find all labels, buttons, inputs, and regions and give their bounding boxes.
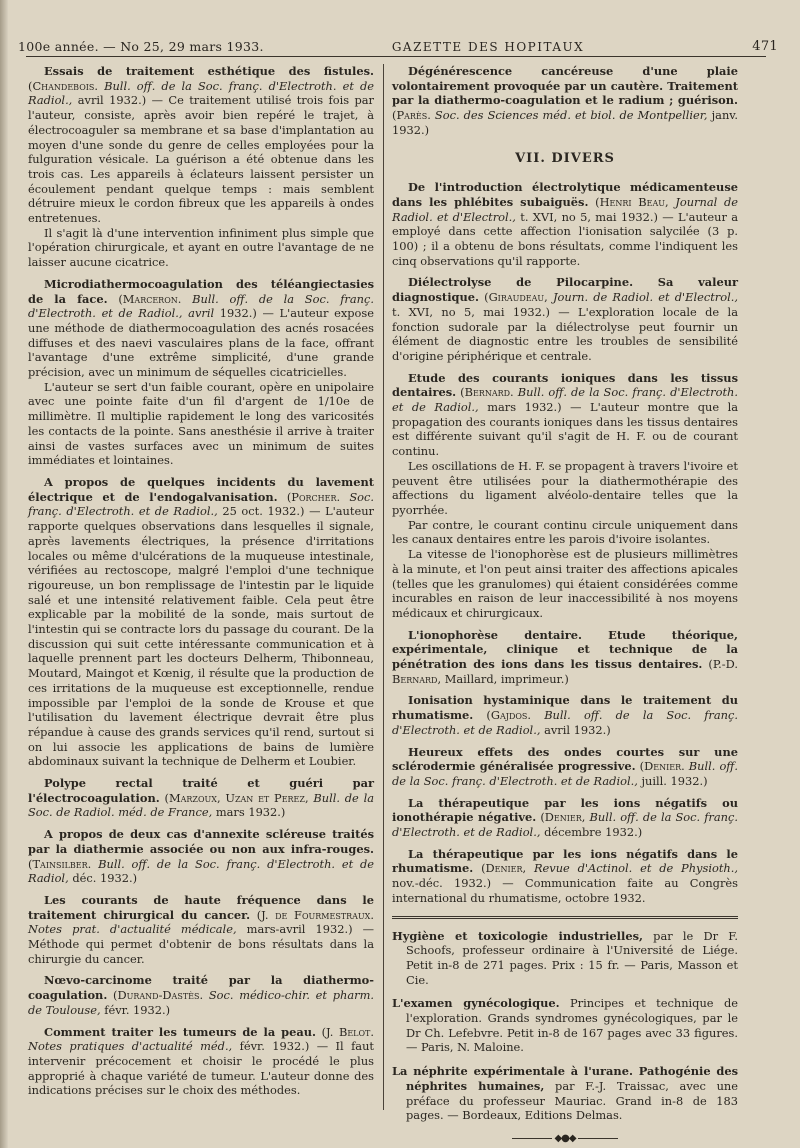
book-details: par le Dr F. Schoofs, professeur ordinaire à l'Université de Liége. Petit in-8 de 271 pages. Prix : 15 fr. — Paris, Masson et Cie. [406,928,738,987]
entry-reference: Soc. franç. d'Electroth. et de Radiol., [28,489,375,519]
abstract-entry [28,475,374,769]
entry-title: Microdiathermocoagulation des téléangiectasies de la face. [28,276,374,306]
entry-body: janv. 1932.) [392,108,738,137]
right-column [392,64,738,1147]
entry-authors: (Bernard. [460,385,514,400]
entry-body: mars-avril 1932.) — Méthode qui permet d'obtenir de bons résultats dans la chirurgie du cancer. [28,922,374,966]
section-heading: VII. DIVERS [515,150,615,166]
entry-title: Les courants de haute fréquence dans le traitement chirurgical du cancer. [28,892,374,922]
entry-authors: (Durand-Dastès. [113,988,204,1003]
entry-body: nov.-déc. 1932.) — Communication faite au Congrès international du rhumatisme, octobre 1932. [392,876,738,905]
entry-paragraph: La vitesse de l'ionophorèse est de plusieurs millimètres à la minute, et l'on peut ainsi traiter des affections apicales (telles que les granulomes) qui étaient considérées comme incurables en raison de leur inaccessibilité à nos moyens médicaux et chirurgicaux. [392,547,738,620]
entry-reference: Journ. de Radiol. et d'Electrol., [552,290,738,305]
entry-authors: (Giraudeau, [484,290,548,305]
entry-body: décembre 1932.) [544,825,643,840]
entry-reference: Bull. off. de la Soc. franç. d'Electroth. et de Radiol., avril [28,291,375,321]
entry-body: déc. 1932.) [72,871,138,886]
journal-title: GAZETTE DES HOPITAUX [391,40,585,54]
abstract-entry [28,973,374,1017]
entry-body: Maillard, imprimeur.) [444,671,569,686]
entry-authors: (Marceron. [118,291,182,306]
entry-body: juill. 1932.) [641,773,708,788]
entry-title: Nœvo-carcinome traité par la diathermo-coagulation. [28,973,374,1003]
entry-authors: (Porcher. [286,489,341,504]
book-title: La néphrite expérimentale à l'urane. Pathogénie des néphrites humaines, [392,1064,738,1093]
entry-authors: (Denier. [639,759,685,774]
entry-reference: Bull. de la Soc. de Radiol. méd. de France, [28,790,375,820]
entry-authors: (Chandebois. [28,78,99,93]
entry-authors: (Denier, [540,810,586,825]
entry-body: t. XVI, no 5, mai 1932.) — L'exploration locale de la fonction sudorale par la diélectrolyse peut fournir un élément de diagnostic entre les troubles de sensibilité d'origine périphérique et centrale. [392,304,738,363]
abstract-entry [28,64,374,270]
entry-paragraph: Les oscillations de H. F. se propagent à travers l'ivoire et peuvent être utilisées pour la diathermothérapie des affections du ligament alvéolo-dentaire telles que la pyorrhée. [392,458,738,517]
abstract-entry [392,847,738,906]
entry-reference: Bull. off. de la Soc. franç. d'Electroth. et de Radiol, [28,856,375,886]
entry-body: avril 1932.) — Ce traitement utilisé trois fois par l'auteur, consiste, après avoir bien repéré le trajet, à électrocoaguler sa membrane et sa base d'implantation au moyen d'une sonde du genre de celles employées pour la fulguration vésicale. La guérison a été obtenue dans les trois cas. Les appareils à éclateurs laissent persister un écoulement pendant quelque temps : mais semblent détruire mieux le cordon fibreux que les appareils à ondes entretenues. [28,93,374,226]
left-column [28,64,374,1105]
entry-reference: Journal de Radiol. et d'Electrol., [392,194,739,224]
abstract-entry [28,277,374,468]
book-title: L'examen gynécologique. [392,996,560,1011]
abstract-entry [392,371,738,621]
page-header [18,28,778,54]
entry-authors: (Gajdos. [486,708,532,723]
entry-body: avril 1932.) [544,722,611,737]
abstract-entry [28,893,374,967]
entry-authors: (J. de Fourmestraux. [256,907,374,922]
abstract-entry [392,628,738,687]
page-edge-shadow [0,0,8,1148]
entry-authors: (Parès. [392,108,431,123]
entry-paragraph: Il s'agit là d'une intervention infiniment plus simple que l'opération chirurgicale, et ayant en outre l'avantage de ne laisser aucune cicatrice. [28,225,374,270]
entry-reference: Bull. off. de la Soc. franç. d'Electroth. et de Radiol., [392,708,739,737]
entry-paragraph: Par contre, le courant continu circule uniquement dans les canaux dentaires entre les parois d'ivoire isolantes. [392,517,738,547]
book-title: Hygiène et toxicologie industrielles, [392,928,643,943]
entry-title: Polype rectal traité et guéri par l'électrocoagulation. [28,776,374,805]
entry-title: L'ionophorèse dentaire. Etude théorique, expérimentale, clinique et technique de la pénétration des ions dans les tissus dentaires. [392,627,738,672]
entry-reference: Bull. off. de la Soc. franç. d'Electroth. et de Radiol., [392,759,738,788]
ornament-glyph: ◆●◆ [554,1133,576,1144]
entry-body: févr. 1932.) — Il faut intervenir précocement et choisir le procédé le plus approprié à chaque variété de tumeur. L'auteur donne des indications précises sur le choix des méthodes. [28,1039,374,1098]
header-rule [26,56,766,57]
entry-reference: Bull. off. de la Soc. franç. d'Electroth. et de Radiol., [392,385,739,415]
entry-paragraph: L'auteur se sert d'un faible courant, opère en unipolaire avec une pointe faite d'un fil d'argent de 1/10e de millimètre. Il multiplie rapidement le long des varicosités les contacts de la pointe. Sans anesthésie il arrive à traiter ainsi de vastes surfaces avec un minimum de suites immédiates et lointaines. [28,379,374,468]
book-details: Principes et technique de l'exploration. Grands syndromes gynécologiques, par le Dr Ch. Lefebvre. Petit in-8 de 167 pages avec 33 figures. — Paris, N. Maloine. [406,996,738,1055]
entry-authors: (Tainsilber. [28,856,92,871]
entry-body: mars 1932.) [215,805,286,820]
entry-title: A propos de quelques incidents du lavement électrique et de l'endogalvanisation. [28,474,374,504]
abstract-entry [28,1025,374,1099]
abstract-entry [392,64,738,138]
entry-reference: Soc. médico-chir. et pharm. de Toulouse, [28,988,375,1017]
entry-title: La thérapeutique par les ions négatifs dans le rhumatisme. [392,846,738,876]
entry-title: Dégénérescence cancéreuse d'une plaie volontairement provoquée par un cautère. Traitement par la diathermo-coagulation et le radium ; guérison. [392,64,738,108]
entry-authors: (P.-D. Bernard, [392,657,738,686]
abstract-entry [392,180,738,268]
entry-title: Ionisation hystaminique dans le traitement du rhumatisme. [392,693,738,723]
entry-authors: (Henri Beau, [595,194,669,209]
abstract-entry [392,796,738,840]
entry-reference: Soc. des Sciences méd. et biol. de Montpellier, [434,108,708,123]
entry-body: févr. 1932.) [104,1002,171,1017]
entry-authors: (Denier, [481,861,527,876]
end-ornament [392,1132,738,1147]
book-details: par F.-J. Traissac, avec une préface du professeur Mauriac. Grand in-8 de 183 pages. — Bordeaux, Editions Delmas. [406,1078,738,1123]
entry-title: Comment traiter les tumeurs de la peau. [44,1024,316,1039]
book-notice [392,1064,738,1123]
abstract-entry [28,827,374,886]
entry-title: La thérapeutique par les ions négatifs ou ionothérapie négative. [392,795,738,825]
abstract-entry [392,745,738,789]
book-notice [392,929,738,988]
entry-body: t. XVI, no 5, mai 1932.) — L'auteur a employé dans cette affection l'ionisation salycilée (3 p. 100) ; il a obtenu de bons résultats, comme l'indiquent les cinq observations qu'il rapporte. [392,209,739,268]
entry-reference: Notes pratiques d'actualité méd., [28,1039,233,1054]
entry-title: A propos de deux cas d'annexite scléreuse traités par la diathermie associée ou non aux infra-rouges. [28,827,374,856]
entry-body: mars 1932.) — L'auteur montre que la propagation des courants ioniques dans les tissus dentaires est différente suivant qu'il s'agit de H. F. ou de courant continu. [392,400,739,459]
book-section-rule [392,916,738,919]
page-number: 471 [752,39,778,54]
entry-reference: Bull. off. de la Soc. franç. d'Electroth. et de Radiol., [28,78,375,108]
entry-title: De l'introduction électrolytique médicamenteuse dans les phlébites subaiguës. [392,180,738,209]
entry-title: Heureux effets des ondes courtes sur une sclérodermie généralisée progressive. [392,744,738,774]
entry-authors: (J. Belot. [321,1024,374,1039]
book-notice [392,996,738,1055]
abstract-entry [392,275,738,363]
entry-body: 1932.) — L'auteur expose une méthode de diathermocoagulation des acnés rosacées diffuses et des naevi vasculaires plans de la face, offrant l'avantage d'une extrême simplicité, d'une grande précision, avec un minimum de séquelles cicatricielles. [28,306,374,380]
abstract-entry [28,776,374,820]
entry-reference: Notes prat. d'actualité médicale, [28,922,237,937]
entry-reference: Revue d'Actinol. et de Physioth., [533,861,738,876]
abstract-entry [392,693,738,737]
entry-title: Diélectrolyse de Pilocarpine. Sa valeur diagnostique. [392,275,738,305]
issue-line: 100e année. — No 25, 29 mars 1933. [18,39,264,54]
ornament-line-right [578,1138,618,1139]
ornament-line-left [512,1138,552,1139]
column-divider [383,64,384,1110]
entry-authors: (Marzoux, Uzan et Perez, [164,790,309,805]
entry-title: Etude des courants ioniques dans les tissus dentaires. [392,370,738,400]
entry-reference: Bull. off. de la Soc. franç. d'Electroth. et de Radiol., [392,810,739,840]
entry-body: 25 oct. 1932.) — L'auteur rapporte quelques observations dans lesquelles il signale, après lavements électriques, la présence d'irritations locales ou même d'ulcérations de la muqueuse intestinale, vérifiées au rectoscope, malgré l'emploi d'une technique rigoureuse, un bon remplissage de l'intestin par le liquide salé et une intensité relativement faible. Cela peut être explicable par la mobilité de la sonde, mais surtout de l'intestin qui se contracte lors du passage du courant. De la discussion qui suit cette intéressante communication et à laquelle prennent part les docteurs Delherm, Thibonneau, Moutard, Maingot et Kœnig, il résulte que la production de ces irritations de la muqueuse est exceptionnelle, rendue impossible par l'emploi de la sonde de Krouse et que l'utilisation du lavement électrique devrait être plus répandue à cause des grands services qu'il rend, surtout si on lui associe les applications de bains de lumière abdominaux suivant la technique de Delherm et Loubier. [28,504,374,769]
entry-title: Essais de traitement esthétique des fistules. [44,64,374,78]
